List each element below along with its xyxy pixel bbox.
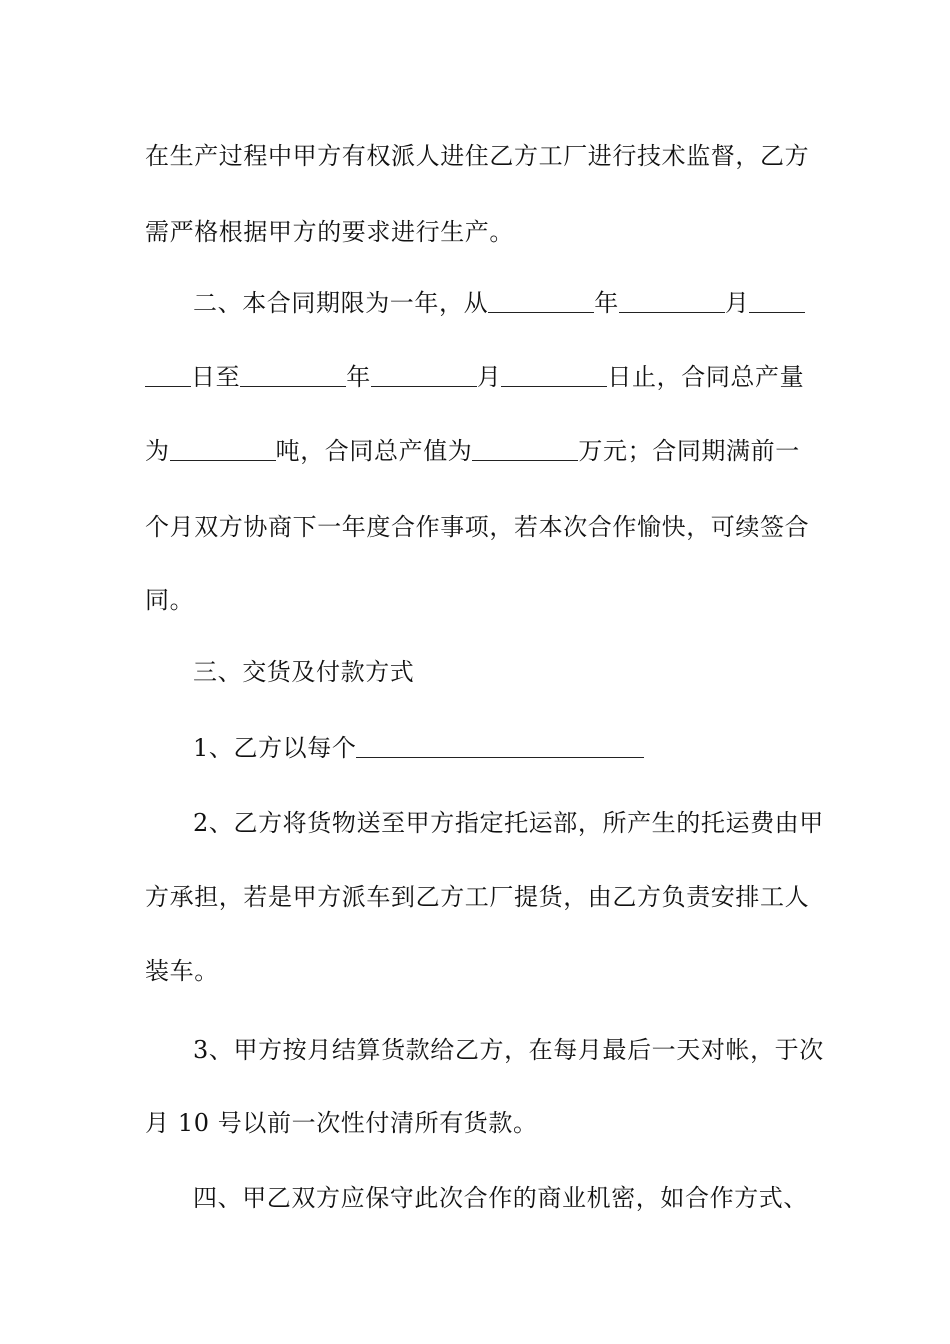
text-segment: 年 (594, 289, 619, 317)
text-line: 同。 (145, 586, 195, 614)
text-segment: 日至 (191, 363, 241, 391)
blank-field[interactable] (749, 286, 805, 313)
text-line: 在生产过程中甲方有权派人进住乙方工厂进行技术监督，乙方 (145, 142, 810, 170)
blank-field[interactable] (619, 286, 725, 313)
text-line: 3、甲方按月结算货款给乙方，在每月最后一天对帐，于次 (193, 1036, 824, 1064)
blank-field[interactable] (501, 360, 607, 387)
blank-field[interactable] (356, 731, 644, 758)
text-segment: 1、乙方以每个 (193, 734, 357, 762)
text-segment: 二、本合同期限为一年，从 (193, 289, 489, 317)
blank-field[interactable] (170, 434, 276, 461)
term-clause-line (145, 357, 804, 397)
blank-field[interactable] (488, 286, 594, 313)
text-segment: 为 (145, 437, 170, 465)
section-heading: 三、交货及付款方式 (193, 658, 415, 686)
blank-field[interactable] (472, 434, 578, 461)
text-line: 月 10 号以前一次性付清所有货款。 (145, 1109, 538, 1137)
text-line: 方承担，若是甲方派车到乙方工厂提货，由乙方负责安排工人 (145, 883, 810, 911)
text-line: 装车。 (145, 957, 219, 985)
delivery-clause-line (193, 728, 644, 768)
blank-field[interactable] (145, 360, 191, 387)
text-segment: 日止，合同总产量 (607, 363, 805, 391)
text-segment: 吨，合同总产值为 (275, 437, 473, 465)
text-segment: 万元；合同期满前一 (578, 437, 800, 465)
text-segment: 月 (724, 289, 750, 317)
blank-field[interactable] (240, 360, 346, 387)
text-segment: 年 (346, 363, 371, 391)
blank-field[interactable] (371, 360, 477, 387)
text-line: 需严格根据甲方的要求进行生产。 (145, 218, 514, 246)
text-line: 个月双方协商下一年度合作事项，若本次合作愉快，可续签合 (145, 513, 810, 541)
text-line: 2、乙方将货物送至甲方指定托运部，所产生的托运费由甲 (193, 809, 824, 837)
term-clause-line (193, 283, 805, 323)
term-clause-line (145, 431, 800, 471)
text-line: 四、甲乙双方应保守此次合作的商业机密，如合作方式、 (193, 1184, 808, 1212)
text-segment: 月 (476, 363, 502, 391)
